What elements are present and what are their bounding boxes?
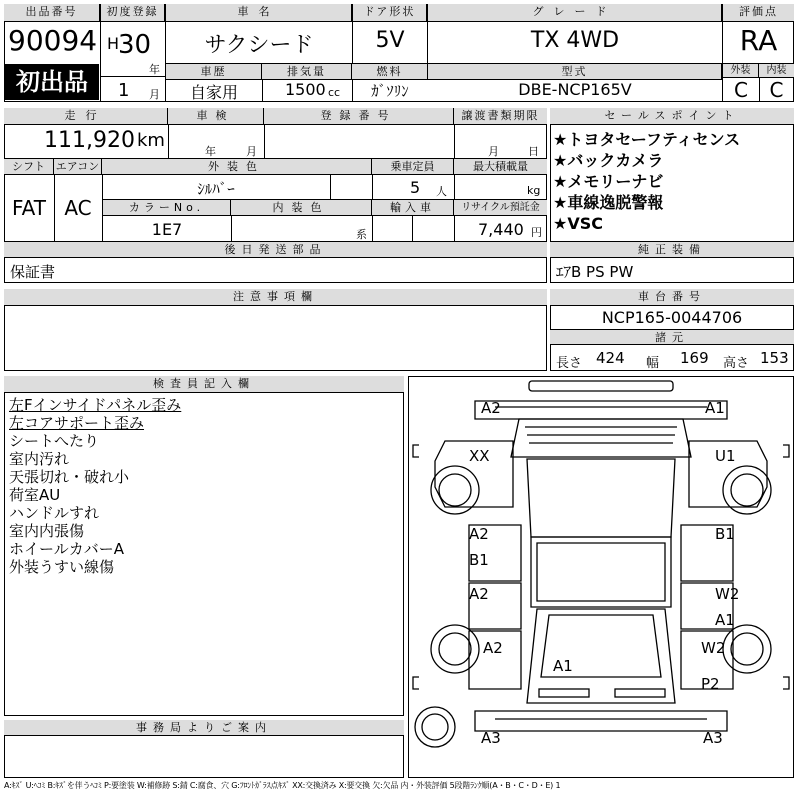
inspector-item: 左コアサポート歪み xyxy=(9,414,145,432)
inspector-item: 荷室AU xyxy=(9,486,61,504)
later-label: 後日発送部品 xyxy=(4,242,547,258)
inspector-item: ホイールカバーA xyxy=(9,540,124,558)
inspector-item: 室内内張傷 xyxy=(9,522,85,540)
later: 保証書 xyxy=(10,263,56,281)
damage-mark: A2 xyxy=(469,525,489,543)
door-label: ドア形状 xyxy=(353,4,427,22)
damage-mark: A1 xyxy=(705,399,725,417)
int-color-unit: 系 xyxy=(356,228,367,241)
door: 5V xyxy=(375,28,405,53)
displacement-unit: cc xyxy=(328,86,341,99)
color: ｼﾙﾊﾞｰ xyxy=(197,180,235,198)
inspector-item: ハンドルすれ xyxy=(9,504,100,522)
mileage-label: 走行 xyxy=(4,108,168,125)
shift-label: シフト xyxy=(4,159,54,175)
history: 自家用 xyxy=(189,83,238,102)
month: 1 xyxy=(118,80,130,101)
load-unit: kg xyxy=(527,184,541,197)
first-reg-label: 初度登録 xyxy=(101,4,165,22)
damage-mark: XX xyxy=(469,447,490,465)
mileage: 111,920 xyxy=(44,128,135,153)
recycle: 7,440 xyxy=(478,220,524,239)
equip-label: 純正装備 xyxy=(550,242,794,258)
office-label: 事務局よりご案内 xyxy=(4,720,404,736)
inspection-label: 車検 xyxy=(168,108,264,125)
score-label: 評価点 xyxy=(723,4,794,22)
legend: A:ｷｽﾞ U:ﾍｺﾐ B:ｷｽﾞを伴うﾍｺﾐ P:要塗装 W:補修跡 S:錆 C:腐食、穴 G:ﾌﾛﾝﾄｶﾞﾗｽ点ｷｽﾞ XX:交換済み X:要交換 欠:欠品 内・外装評価 5段階ﾗﾝｸ順(A・B・C・D・E) 1 xyxy=(4,781,561,790)
chassis-label: 車台番号 xyxy=(550,289,794,306)
era: H xyxy=(107,34,120,53)
recycle-label: リサイクル預託金 xyxy=(454,200,547,216)
color-label: 外装色 xyxy=(102,159,372,175)
damage-mark: W2 xyxy=(715,585,740,603)
year-unit: 年 xyxy=(149,63,160,76)
inspector-item: 左Fインサイドパネル歪み xyxy=(9,396,182,414)
damage-mark: A3 xyxy=(703,729,723,747)
lot-number: 90094 xyxy=(8,24,98,57)
mileage-unit: km xyxy=(137,130,165,151)
sales-list xyxy=(553,129,740,234)
exterior: C xyxy=(734,78,748,102)
history-label: 車歴 xyxy=(166,64,262,80)
sales-item: ★車線逸脱警報 xyxy=(553,193,664,212)
inspector-list xyxy=(9,396,181,576)
displacement: 1500 xyxy=(285,80,326,99)
exterior-label: 外装 xyxy=(723,64,759,78)
sales-item: ★メモリーナビ xyxy=(553,172,664,191)
inspector-item: 天張切れ・破れ小 xyxy=(9,468,130,486)
model-label: 型式 xyxy=(428,64,722,80)
interior: C xyxy=(769,78,784,102)
damage-mark: U1 xyxy=(715,447,736,465)
sales-item: ★VSC xyxy=(553,214,603,233)
color-no: 1E7 xyxy=(151,220,183,239)
transfer-label: 譲渡書類期限 xyxy=(454,108,547,125)
damage-mark: A2 xyxy=(481,399,501,417)
sales-label: セールスポイント xyxy=(550,108,794,125)
color-no-label: カラーNo. xyxy=(103,200,231,216)
transfer-day: 日 xyxy=(528,145,539,158)
damage-mark: A2 xyxy=(469,585,489,603)
fuel-label: 燃料 xyxy=(352,64,428,80)
damage-mark: A1 xyxy=(715,611,735,629)
car-outline-diagram xyxy=(409,377,793,777)
damage-mark: B1 xyxy=(469,551,489,569)
length-label: 長さ xyxy=(556,356,583,371)
damage-mark: B1 xyxy=(715,525,735,543)
score: RA xyxy=(739,24,778,57)
grade: TX 4WD xyxy=(530,28,620,53)
damage-mark: A2 xyxy=(483,639,503,657)
inspector-item: 外装うすい線傷 xyxy=(9,558,115,576)
width-label: 幅 xyxy=(646,356,660,371)
displacement-label: 排気量 xyxy=(262,64,352,80)
fuel: ｶﾞｿﾘﾝ xyxy=(371,82,409,100)
recycle-unit: 円 xyxy=(531,226,542,239)
chassis: NCP165-0044706 xyxy=(601,308,743,327)
damage-diagram xyxy=(408,376,794,778)
grade-label: グレード xyxy=(428,4,722,22)
capacity-unit: 人 xyxy=(436,185,447,198)
ac-label: エアコン xyxy=(54,159,102,175)
capacity: 5 xyxy=(410,178,421,197)
damage-mark: A3 xyxy=(481,729,501,747)
transfer-month: 月 xyxy=(488,145,499,158)
notes-label: 注意事項欄 xyxy=(4,289,547,306)
lot-label: 出品番号 xyxy=(4,4,100,22)
shift: FAT xyxy=(11,196,46,220)
model: DBE-NCP165V xyxy=(518,80,632,99)
import-label: 輸入車 xyxy=(372,200,454,216)
inspection-year: 年 xyxy=(205,145,216,158)
sales-item: ★バックカメラ xyxy=(553,151,664,170)
inspection-month: 月 xyxy=(246,145,257,158)
inspector-item: シートへたり xyxy=(9,432,100,450)
car-name-label: 車名 xyxy=(166,4,352,22)
height-label: 高さ xyxy=(723,356,750,371)
damage-mark: P2 xyxy=(701,675,720,693)
first-listing-badge: 初出品 xyxy=(5,64,99,100)
capacity-label: 乗車定員 xyxy=(372,159,454,175)
int-color-label: 内装色 xyxy=(231,200,372,216)
damage-mark: W2 xyxy=(701,639,726,657)
load-label: 最大積載量 xyxy=(454,159,547,175)
plate-label: 登録番号 xyxy=(264,108,454,125)
equip: ｴｱB PS PW xyxy=(556,263,634,281)
ac: AC xyxy=(64,196,92,220)
dims-label: 諸元 xyxy=(550,329,794,345)
width: 169 xyxy=(680,349,709,367)
damage-mark: A1 xyxy=(553,657,573,675)
year: 30 xyxy=(118,30,152,60)
interior-label: 内装 xyxy=(759,64,794,78)
height: 153 xyxy=(760,349,789,367)
month-unit: 月 xyxy=(149,88,160,101)
car-name: サクシード xyxy=(204,33,314,58)
length: 424 xyxy=(596,349,625,367)
inspector-label: 検査員記入欄 xyxy=(4,376,404,393)
inspector-item: 室内汚れ xyxy=(9,450,70,468)
sales-item: ★トヨタセーフティセンス xyxy=(553,130,741,149)
